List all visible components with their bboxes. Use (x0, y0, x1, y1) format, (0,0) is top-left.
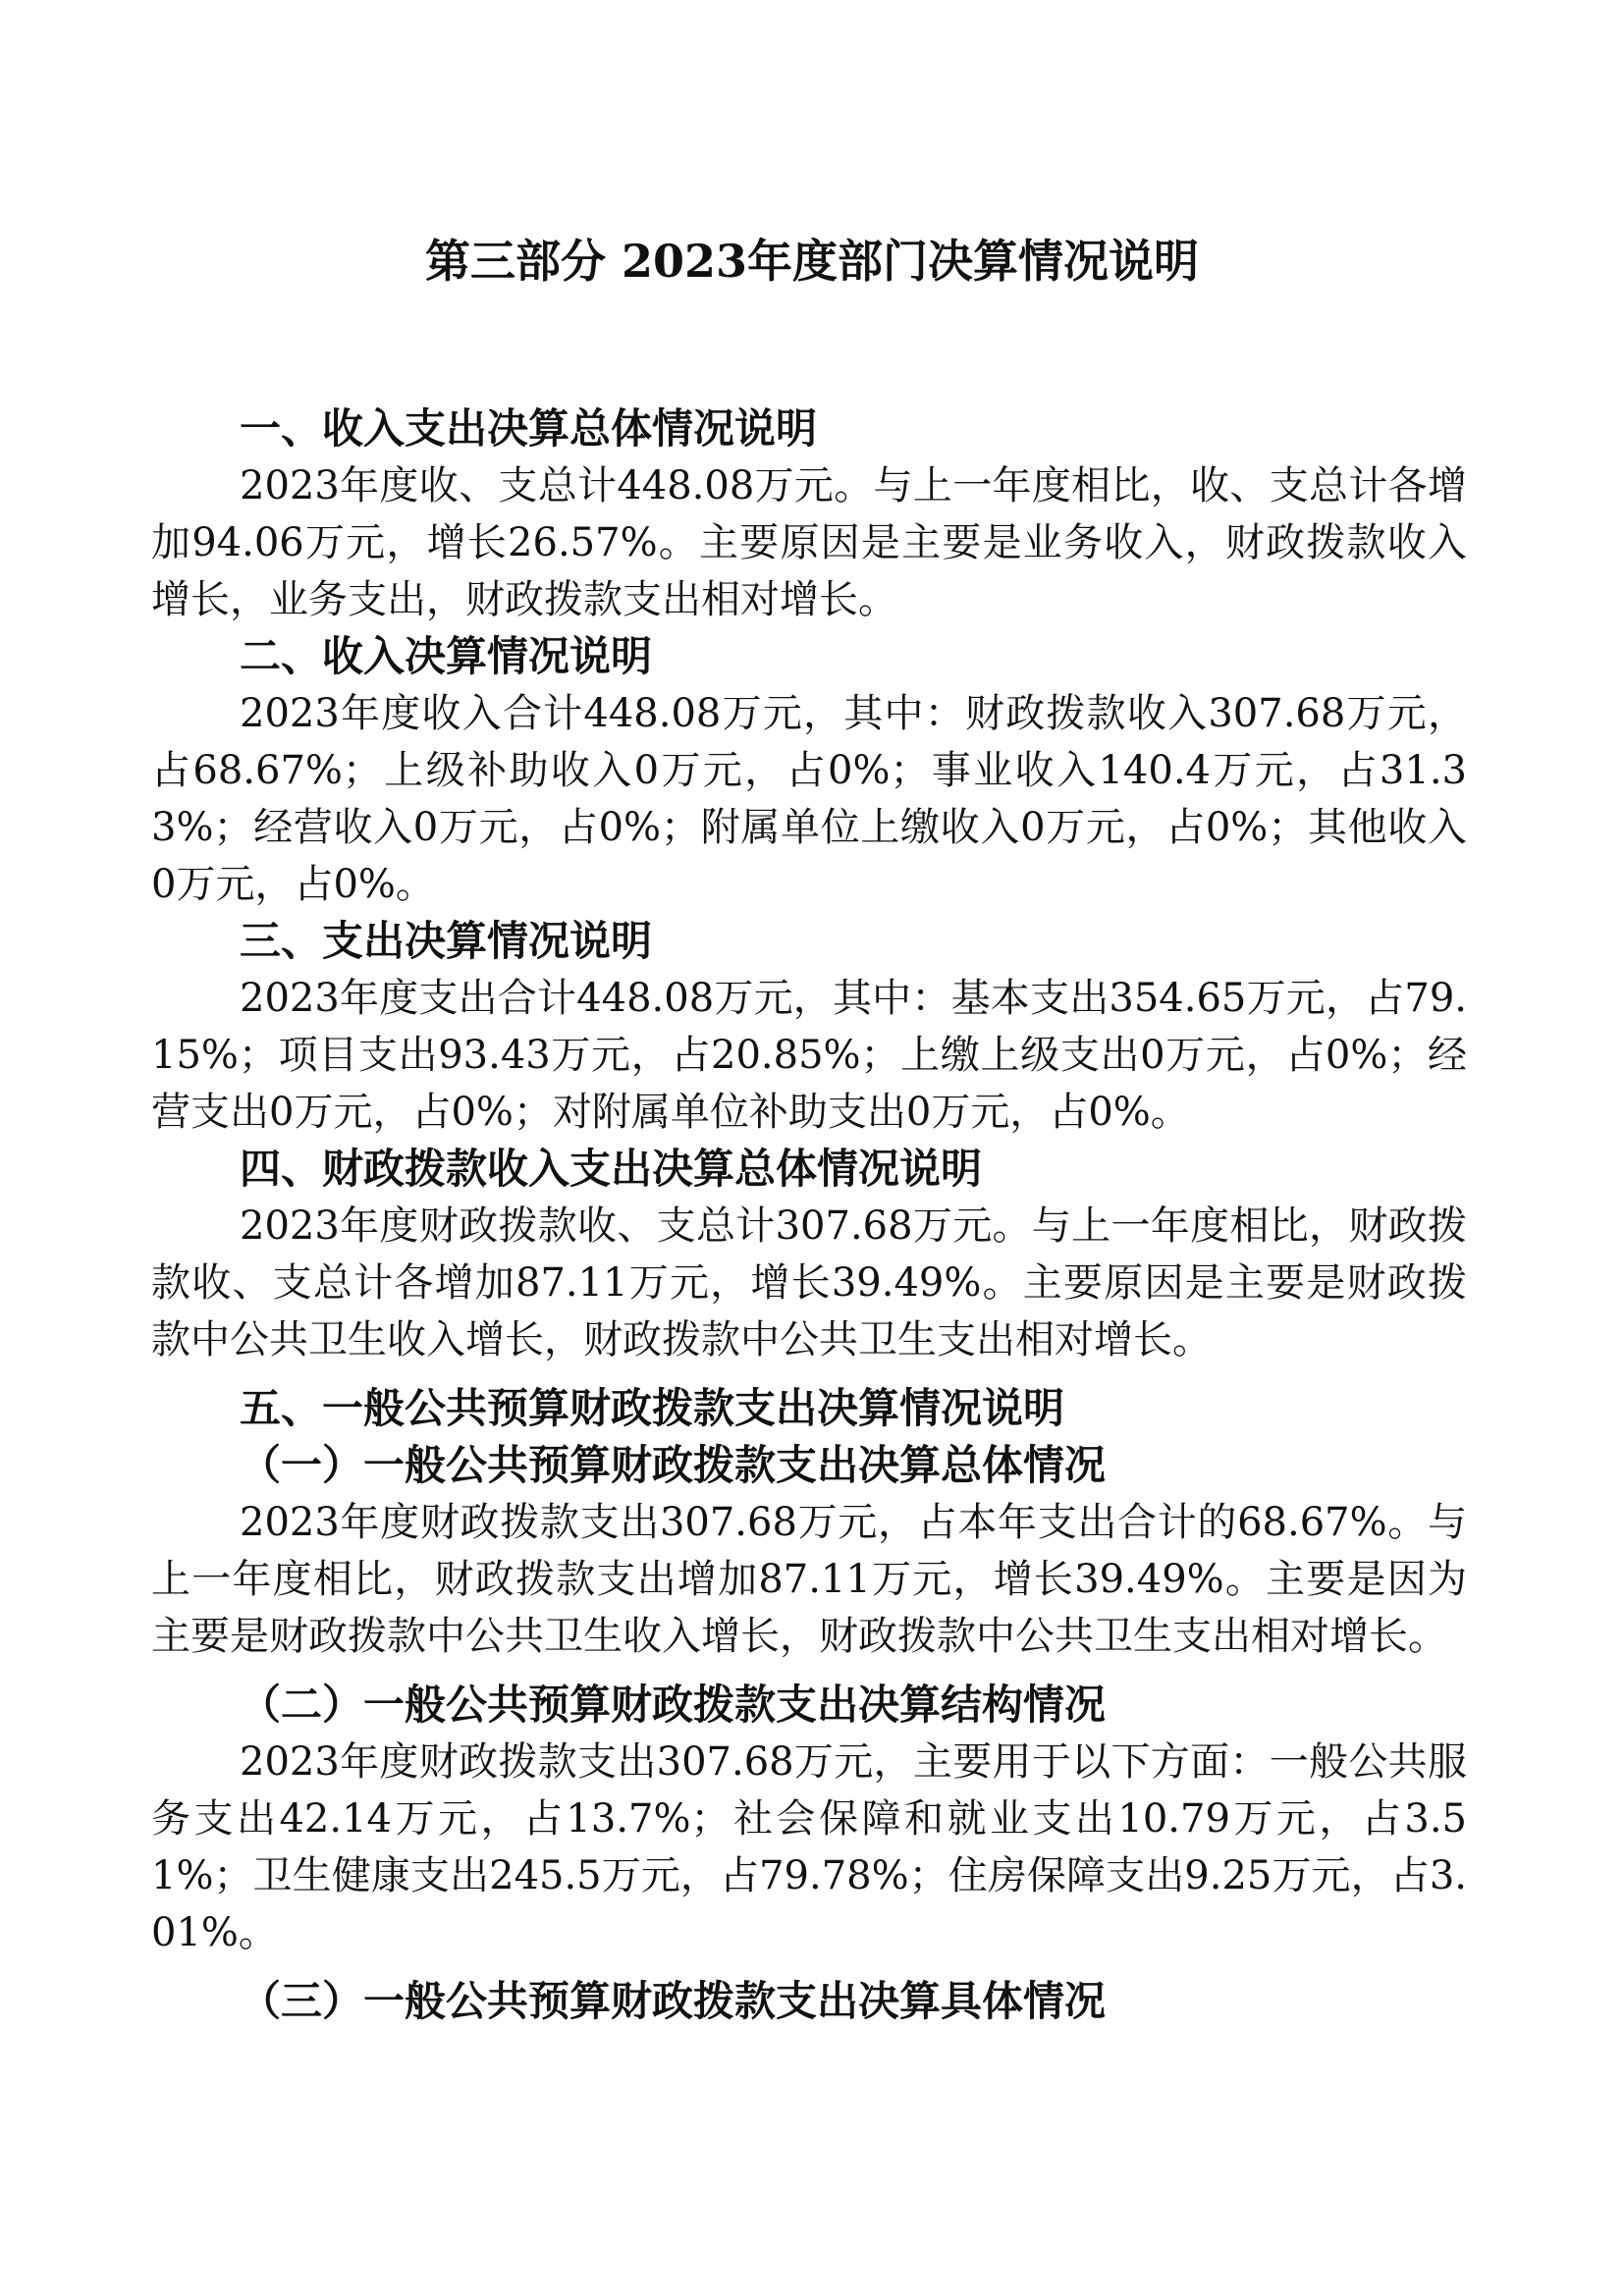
section-spacer (151, 1368, 1467, 1380)
section-3-heading: 三、支出决算情况说明 (240, 917, 653, 965)
page-title: 第三部分 2023年度部门决算情况说明 (424, 235, 1200, 288)
section-2-heading: 二、收入决算情况说明 (240, 632, 653, 680)
section-5-1-heading: （一）一般公共预算财政拨款支出决算总体情况 (240, 1441, 1107, 1489)
section-5-2-paragraph: 2023年度财政拨款支出307.68万元，主要用于以下方面：一般公共服务支出42.14万元，占13.7%；社会保障和就业支出10.79万元，占3.51%；卫生健康支出245.5万元，占79.78%；住房保障支出9.25万元，占3.01%。 (151, 1739, 1467, 1955)
section-3-paragraph: 2023年度支出合计448.08万元，其中：基本支出354.65万元，占79.15%；项目支出93.43万元，占20.85%；上缴上级支出0万元，占0%；经营支出0万元，占0%；对附属单位补助支出0万元，占0%。 (151, 976, 1467, 1135)
section-5-3-heading: （三）一般公共预算财政拨款支出决算具体情况 (240, 1977, 1107, 2025)
section-5-2-heading: （二）一般公共预算财政拨款支出决算结构情况 (240, 1681, 1107, 1729)
section-spacer (151, 1665, 1467, 1677)
section-1-heading: 一、收入支出决算总体情况说明 (240, 404, 818, 453)
section-1-paragraph: 2023年度收、支总计448.08万元。与上一年度相比，收、支总计各增加94.06万元，增长26.57%。主要原因是主要是业务收入，财政拨款收入增长，业务支出，财政拨款支出相对增长。 (151, 463, 1467, 622)
section-5-1-paragraph: 2023年度财政拨款支出307.68万元，占本年支出合计的68.67%。与上一年度相比，财政拨款支出增加87.11万元，增长39.49%。主要是因为主要是财政拨款中公共卫生收入增长，财政拨款中公共卫生支出相对增长。 (151, 1500, 1467, 1659)
section-spacer (151, 1961, 1467, 1973)
section-4-heading: 四、财政拨款收入支出决算总体情况说明 (240, 1145, 983, 1193)
section-2-paragraph: 2023年度收入合计448.08万元，其中：财政拨款收入307.68万元，占68.67%；上级补助收入0万元，占0%；事业收入140.4万元，占31.33%；经营收入0万元，占0%；附属单位上缴收入0万元，占0%；其他收入0万元，占0%。 (151, 691, 1467, 907)
section-4-paragraph: 2023年度财政拨款收、支总计307.68万元。与上一年度相比，财政拨款收、支总计各增加87.11万元，增长39.49%。主要原因是主要是财政拨款中公共卫生收入增长，财政拨款中公共卫生支出相对增长。 (151, 1203, 1467, 1362)
section-5-heading: 五、一般公共预算财政拨款支出决算情况说明 (240, 1384, 1065, 1432)
document-body (151, 400, 1467, 2030)
